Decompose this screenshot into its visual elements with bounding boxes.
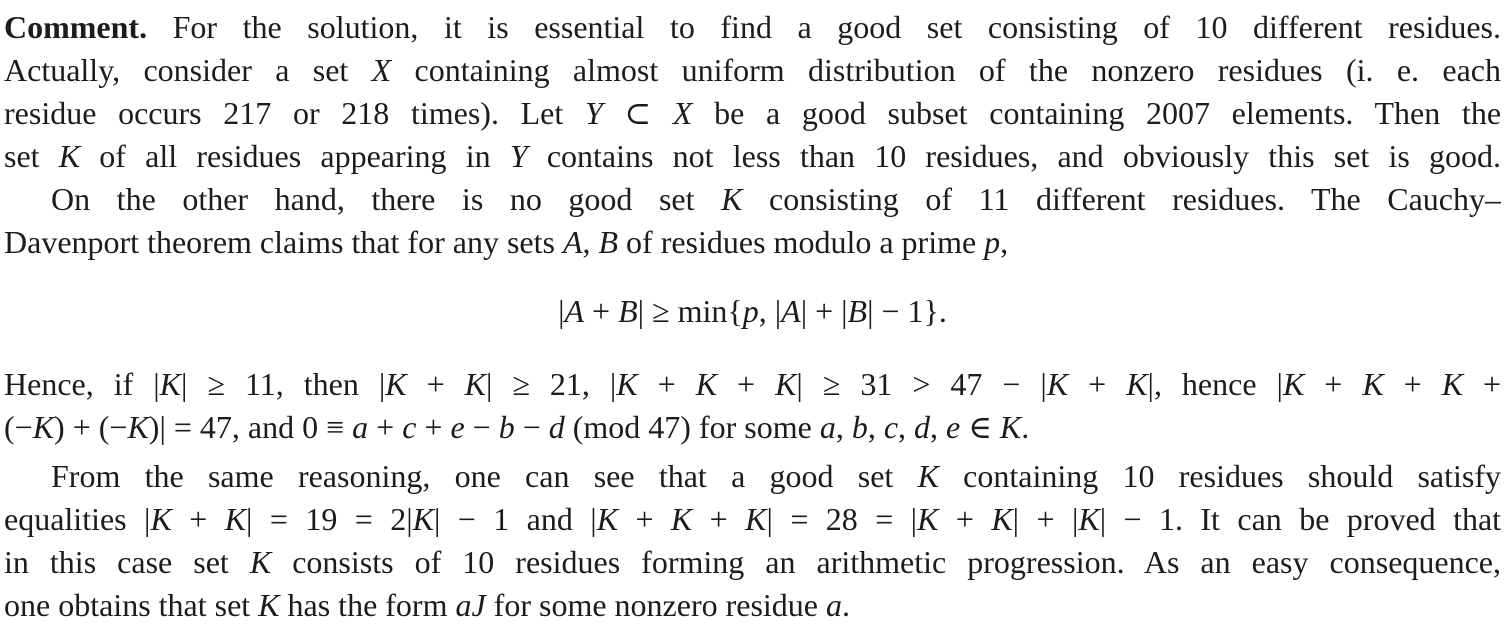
text-run: | ≥ 31 > 47 − | [796, 366, 1047, 402]
math-run: b [851, 409, 868, 445]
math-run: K [58, 138, 81, 174]
text-run: of all residues appearing in [80, 138, 510, 174]
text-line [4, 49, 1501, 92]
text-run: − [514, 409, 549, 445]
text-run: On the other hand, there is no good set [51, 181, 722, 217]
text-run: + [618, 501, 671, 537]
math-run: A [562, 224, 583, 260]
text-line [4, 455, 1501, 498]
text-line [4, 92, 1501, 135]
text-run: containing 10 residues should satisfy [938, 458, 1501, 494]
text-run: + [637, 366, 696, 402]
text-run: consisting of 11 different residues. The Cauchy– [742, 181, 1501, 217]
text-run: , [1000, 224, 1009, 260]
math-run: K [1078, 501, 1100, 537]
math-run: K [32, 409, 55, 445]
text-run: (mod 47) for some [564, 409, 820, 445]
text-run: | + | [800, 293, 848, 329]
text-run: consists of 10 residues forming an arithmetic progression. As an easy consequence, [271, 544, 1501, 580]
math-run: X [672, 95, 693, 131]
math-run: K [1362, 366, 1384, 402]
text-line [4, 178, 1501, 221]
text-run: in this case set [4, 544, 250, 580]
math-run: K [917, 458, 939, 494]
text-run: − [464, 409, 499, 445]
math-run: A [564, 293, 585, 329]
math-run: K [1126, 366, 1148, 402]
math-run: K [258, 587, 280, 623]
text-run: (− [4, 409, 33, 445]
text-run: ∈ [960, 409, 1000, 445]
text-run: . [842, 587, 850, 623]
math-run: b [498, 409, 515, 445]
text-run: For the solution, it is essential to find a good set consisting of 10 different residues. [147, 9, 1501, 45]
text-run: , | [758, 293, 782, 329]
text-run: + [368, 409, 403, 445]
text-run: + [416, 409, 451, 445]
text-run: for some nonzero residue [485, 587, 826, 623]
math-run: c [883, 409, 899, 445]
text-run: + [1463, 366, 1501, 402]
math-run: X [371, 52, 392, 88]
text-run: containing almost uniform distribution of the nonzero residues (i. e. each [391, 52, 1501, 88]
math-run: K [127, 409, 149, 445]
text-run: | − 1. It can be proved that [1099, 501, 1501, 537]
text-run: + [171, 501, 225, 537]
text-line [4, 6, 1501, 49]
text-run: residue occurs 217 or 218 times). Let [4, 95, 585, 131]
text-run: , [930, 409, 947, 445]
math-run: e [450, 409, 465, 445]
text-run: | [558, 293, 565, 329]
text-line [4, 135, 1501, 178]
math-run: K [991, 501, 1013, 537]
text-run: Davenport theorem claims that for any sets [4, 224, 563, 260]
math-run: B [847, 293, 868, 329]
math-run: K [150, 501, 172, 537]
math-run: K [464, 366, 486, 402]
math-run: K [385, 366, 407, 402]
text-run: Actually, consider a set [4, 52, 372, 88]
text-line [4, 584, 1501, 627]
math-run: K [775, 366, 797, 402]
text-run: Hence, if | [4, 366, 160, 402]
math-run: B [598, 224, 619, 260]
text-run: )| = 47, and 0 ≡ [148, 409, 353, 445]
text-run: be a good subset containing 2007 elements. Then the [692, 95, 1501, 131]
text-run: | = 28 = | [766, 501, 918, 537]
text-run: | + | [1012, 501, 1079, 537]
text-run: | ≥ min{ [637, 293, 743, 329]
text-run: contains not less than 10 residues, and obviously this set is good. [527, 138, 1501, 174]
text-run: | = 19 = 2| [246, 501, 413, 537]
math-run: c [402, 409, 417, 445]
math-run: K [616, 366, 638, 402]
math-run: K [670, 501, 693, 537]
text-run: of residues modulo a prime [618, 224, 985, 260]
text-run: , [898, 409, 915, 445]
text-run: From the same reasoning, one can see that a good set [51, 458, 918, 494]
math-run: d [548, 409, 565, 445]
text-run: | − 1}. [867, 293, 947, 329]
text-line [4, 498, 1501, 541]
math-run: K [1441, 366, 1464, 402]
math-run: K [917, 501, 939, 537]
text-run: + [1068, 366, 1127, 402]
math-run: K [1282, 366, 1305, 402]
text-run: + [938, 501, 992, 537]
equation-line [4, 290, 1501, 333]
text-run: has the form [279, 587, 456, 623]
math-run: B [618, 293, 638, 329]
text-run: equalities | [4, 501, 151, 537]
math-run: a [819, 409, 836, 445]
math-run: K [1046, 366, 1069, 402]
text-run: set [4, 138, 59, 174]
text-run: , [867, 409, 884, 445]
text-run: + [1383, 366, 1442, 402]
math-run: K [999, 409, 1022, 445]
math-run: K [249, 544, 272, 580]
text-run: | ≥ 11, then | [181, 366, 386, 402]
text-run: + [717, 366, 776, 402]
math-run: d [914, 409, 931, 445]
math-run: K [224, 501, 247, 537]
math-run: p [984, 224, 1001, 260]
math-run: K [745, 501, 767, 537]
text-line [4, 406, 1501, 449]
math-run: e [946, 409, 961, 445]
text-run: + [584, 293, 619, 329]
text-line [4, 363, 1501, 406]
text-run: | ≥ 21, | [485, 366, 617, 402]
text-line [4, 221, 1501, 264]
math-run: A [781, 293, 801, 329]
text-run: + [692, 501, 746, 537]
math-run: p [742, 293, 759, 329]
math-run: K [412, 501, 434, 537]
math-run: a [826, 587, 842, 623]
text-run: + [406, 366, 465, 402]
math-run: aJ [455, 587, 486, 623]
text-run: ⊂ [602, 95, 673, 131]
text-run: + [1304, 366, 1363, 402]
math-run: Y [509, 138, 528, 174]
math-run: Y [584, 95, 603, 131]
text-line [4, 541, 1501, 584]
math-run: K [159, 366, 181, 402]
text-run: one obtains that set [4, 587, 259, 623]
text-run: . [1021, 409, 1030, 445]
text-run: | − 1 and | [433, 501, 597, 537]
text-run: , [582, 224, 599, 260]
text-run: ) + (− [54, 409, 128, 445]
math-run: K [596, 501, 619, 537]
math-run: a [352, 409, 369, 445]
math-run: K [695, 366, 718, 402]
bold-run: Comment. [4, 9, 148, 45]
text-run: , [835, 409, 852, 445]
text-run: |, hence | [1147, 366, 1283, 402]
math-run: K [721, 181, 743, 217]
